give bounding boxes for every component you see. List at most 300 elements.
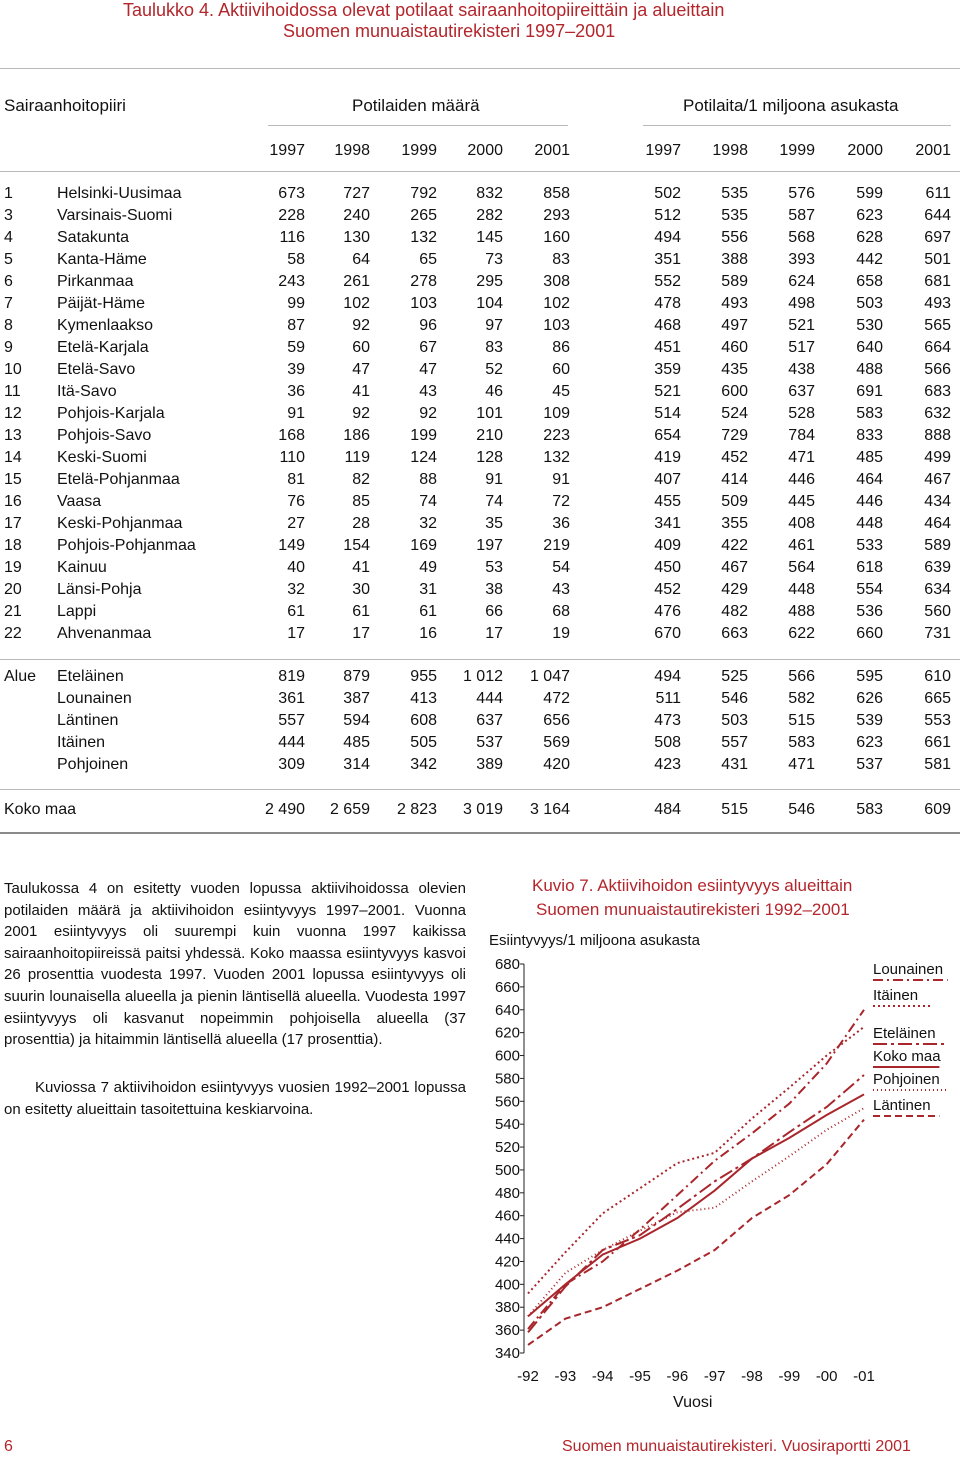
rate-cell: 461 [788,537,815,554]
rate-cell: 508 [654,734,681,751]
table-title: Taulukko 4. Aktiivihoidossa olevat potilaat sairaanhoitopiireittäin ja alueittain [123,0,725,20]
row-name: Länsi-Pohja [57,581,142,598]
rate-cell: 644 [924,207,951,224]
rate-cell: 628 [856,229,883,246]
y-tick-label: 640 [494,1001,520,1019]
series-line-lounainen [528,1010,864,1329]
row-number: 1 [4,185,13,202]
rate-cell: 448 [788,581,815,598]
rate-cell: 528 [788,405,815,422]
rate-cell: 583 [856,801,883,818]
rate-cell: 422 [721,537,748,554]
rate-cell: 731 [924,625,951,642]
row-name: Etelä-Savo [57,361,136,378]
count-cell: 58 [287,251,305,268]
rate-cell: 587 [788,207,815,224]
rate-cell: 501 [924,251,951,268]
count-cell: 2 823 [396,801,437,818]
count-cell: 88 [419,471,437,488]
count-cell: 132 [543,449,570,466]
rate-cell: 611 [925,185,951,202]
count-cell: 282 [476,207,503,224]
count-cell: 97 [485,317,503,334]
count-cell: 32 [419,515,437,532]
rate-cell: 589 [924,537,951,554]
rate-cell: 535 [721,207,748,224]
rate-cell: 355 [721,515,748,532]
rate-cell: 552 [654,273,681,290]
row-number: 6 [4,273,13,290]
count-cell: 91 [552,471,570,488]
count-cell: 219 [543,537,570,554]
y-tick-label: 400 [494,1276,520,1294]
row-name: Pirkanmaa [57,273,134,290]
count-cell: 30 [352,581,370,598]
count-cell: 83 [485,339,503,356]
rate-cell: 554 [856,581,883,598]
count-cell: 41 [352,559,370,576]
row-number: 7 [4,295,13,312]
row-name: Pohjoinen [57,756,129,773]
row-name: Ahvenanmaa [57,625,152,642]
count-cell: 160 [543,229,570,246]
rate-cell: 493 [721,295,748,312]
count-cell: 594 [343,712,370,729]
count-cell: 832 [476,185,503,202]
count-cell: 169 [410,537,437,554]
row-name: Itä-Savo [57,383,117,400]
count-cell: 199 [410,427,437,444]
rate-cell: 683 [924,383,951,400]
rate-cell: 467 [924,471,951,488]
count-cell: 420 [543,756,570,773]
rate-cell: 564 [788,559,815,576]
count-cell: 444 [476,690,503,707]
year-header-count: 2000 [467,142,503,159]
row-name: Etelä-Karjala [57,339,149,356]
rate-cell: 670 [654,625,681,642]
count-cell: 65 [419,251,437,268]
count-cell: 145 [476,229,503,246]
count-cell: 101 [476,405,503,422]
count-cell: 819 [278,668,305,685]
count-cell: 27 [287,515,305,532]
rate-cell: 589 [721,273,748,290]
count-cell: 278 [410,273,437,290]
rate-cell: 553 [924,712,951,729]
count-cell: 387 [343,690,370,707]
rate-cell: 446 [856,493,883,510]
count-cell: 210 [476,427,503,444]
rate-cell: 517 [788,339,815,356]
count-cell: 46 [485,383,503,400]
count-cell: 389 [476,756,503,773]
row-name: Itäinen [57,734,106,751]
count-cell: 858 [543,185,570,202]
rate-cell: 697 [924,229,951,246]
count-cell: 637 [476,712,503,729]
count-cell: 109 [543,405,570,422]
rate-cell: 502 [654,185,681,202]
count-cell: 54 [552,559,570,576]
rate-cell: 525 [721,668,748,685]
rate-cell: 452 [654,581,681,598]
rate-cell: 640 [856,339,883,356]
rate-cell: 681 [924,273,951,290]
x-tick-label: -92 [517,1368,539,1385]
count-cell: 82 [352,471,370,488]
row-number: 20 [4,581,22,598]
y-tick-label: 540 [494,1116,520,1134]
table-subtitle: Suomen munuaistautirekisteri 1997–2001 [283,21,616,41]
rate-cell: 658 [856,273,883,290]
count-cell: 727 [343,185,370,202]
row-number: 4 [4,229,13,246]
y-tick-label: 560 [494,1093,520,1111]
col-header-rate: Potilaita/1 miljoona asukasta [683,96,899,115]
count-cell: 53 [485,559,503,576]
rate-cell: 663 [721,625,748,642]
row-name: Kymenlaakso [57,317,154,334]
rate-cell: 509 [721,493,748,510]
count-cell: 81 [287,471,305,488]
count-cell: 60 [552,361,570,378]
y-tick-label: 580 [494,1070,520,1088]
count-cell: 47 [419,361,437,378]
row-name: Keski-Suomi [57,449,147,466]
rate-cell: 431 [721,756,748,773]
count-cell: 60 [352,339,370,356]
count-cell: 92 [352,405,370,422]
count-cell: 243 [278,273,305,290]
row-name: Kainuu [57,559,107,576]
count-cell: 41 [352,383,370,400]
rate-cell: 464 [924,515,951,532]
rate-cell: 530 [856,317,883,334]
rate-cell: 434 [924,493,951,510]
row-name: Lounainen [57,690,132,707]
rate-cell: 407 [654,471,681,488]
body-paragraph-2: Kuviossa 7 aktiivihoidon esiintyvyys vuosien 1992–2001 lopussa on esitetty alueittain tasoitettuina keskiarvoina. [4,1079,466,1118]
count-cell: 444 [278,734,305,751]
rate-cell: 442 [856,251,883,268]
rate-cell: 691 [856,383,883,400]
rate-cell: 503 [721,712,748,729]
rate-cell: 546 [721,690,748,707]
count-cell: 295 [476,273,503,290]
row-name: Helsinki-Uusimaa [57,185,182,202]
series-line-koko-maa [528,1094,864,1316]
rate-cell: 566 [924,361,951,378]
row-number: 16 [4,493,22,510]
row-number: 21 [4,603,22,620]
rate-cell: 438 [788,361,815,378]
rate-cell: 539 [856,712,883,729]
count-cell: 91 [485,471,503,488]
count-cell: 955 [410,668,437,685]
x-tick-label: -93 [554,1368,577,1385]
rate-cell: 729 [721,427,748,444]
count-cell: 40 [287,559,305,576]
count-cell: 47 [352,361,370,378]
y-tick-label: 520 [494,1139,520,1157]
row-name: Pohjois-Karjala [57,405,165,422]
count-cell: 879 [343,668,370,685]
count-cell: 43 [552,581,570,598]
count-cell: 36 [552,515,570,532]
x-tick-label: -01 [853,1368,875,1385]
year-header-count: 1999 [401,142,437,159]
rate-cell: 341 [654,515,681,532]
count-cell: 656 [543,712,570,729]
count-cell: 309 [278,756,305,773]
rate-cell: 546 [788,801,815,818]
rate-cell: 521 [654,383,681,400]
rate-cell: 618 [856,559,883,576]
row-number: 17 [4,515,22,532]
y-tick-label: 460 [494,1207,520,1225]
row-name: Varsinais-Suomi [57,207,173,224]
rate-cell: 460 [721,339,748,356]
series-line-läntinen [528,1120,864,1345]
chart-subtitle: Suomen munuaistautirekisteri 1992–2001 [536,900,850,919]
row-number: 22 [4,625,22,642]
x-tick-label: -98 [741,1368,763,1385]
series-line-pohjoinen [528,1108,864,1316]
rate-cell: 452 [721,449,748,466]
legend-item: Eteläinen [873,1025,936,1042]
count-cell: 119 [344,449,370,466]
rate-cell: 511 [655,690,681,707]
y-tick-label: 620 [494,1024,520,1042]
rate-cell: 595 [856,668,883,685]
count-cell: 128 [476,449,503,466]
legend-item: Itäinen [873,987,919,1004]
year-header-count: 1997 [269,142,305,159]
count-cell: 45 [552,383,570,400]
year-header-rate: 2001 [915,142,951,159]
count-cell: 130 [343,229,370,246]
rate-cell: 494 [654,229,681,246]
chart-ylabel: Esiintyvyys/1 miljoona asukasta [489,932,700,949]
year-header-rate: 1999 [779,142,815,159]
rate-cell: 359 [654,361,681,378]
count-cell: 102 [543,295,570,312]
count-cell: 1 047 [529,668,570,685]
x-tick-label: -95 [629,1368,651,1385]
y-tick-label: 600 [494,1047,520,1065]
rate-cell: 660 [856,625,883,642]
y-tick-label: 340 [494,1345,520,1362]
rate-cell: 464 [856,471,883,488]
rate-cell: 610 [924,668,951,685]
count-cell: 91 [287,405,305,422]
rate-cell: 533 [856,537,883,554]
rate-cell: 568 [788,229,815,246]
chart-title: Kuvio 7. Aktiivihoidon esiintyvyys alueittain [532,876,853,895]
rate-cell: 499 [924,449,951,466]
count-cell: 31 [419,581,437,598]
rate-cell: 565 [924,317,951,334]
rate-cell: 514 [654,405,681,422]
row-name: Pohjois-Savo [57,427,152,444]
rate-cell: 497 [721,317,748,334]
y-tick-label: 500 [494,1161,520,1179]
col-header-district: Sairaanhoitopiiri [4,96,126,115]
count-cell: 17 [287,625,305,642]
count-cell: 3 164 [529,801,570,818]
y-tick-label: 380 [494,1299,520,1317]
rate-cell: 535 [721,185,748,202]
count-cell: 74 [485,493,503,510]
count-cell: 99 [287,295,305,312]
count-cell: 342 [410,756,437,773]
y-tick-label: 660 [494,978,520,996]
row-name: Pohjois-Pohjanmaa [57,537,196,554]
rate-cell: 833 [856,427,883,444]
rate-cell: 560 [924,603,951,620]
rate-cell: 351 [654,251,681,268]
count-cell: 110 [279,449,305,466]
count-cell: 223 [543,427,570,444]
count-cell: 68 [552,603,570,620]
rate-cell: 556 [721,229,748,246]
x-tick-label: -00 [815,1368,838,1385]
rate-cell: 581 [924,756,951,773]
rate-cell: 557 [721,734,748,751]
row-name: Etelä-Pohjanmaa [57,471,180,488]
rate-cell: 576 [788,185,815,202]
rate-cell: 429 [721,581,748,598]
row-name: Lappi [57,603,97,620]
rate-cell: 622 [788,625,815,642]
count-cell: 35 [485,515,503,532]
rate-cell: 637 [788,383,815,400]
count-cell: 36 [287,383,305,400]
row-number: 8 [4,317,13,334]
year-header-count: 2001 [534,142,570,159]
rate-cell: 450 [654,559,681,576]
rate-cell: 600 [721,383,748,400]
count-cell: 308 [543,273,570,290]
row-number: 12 [4,405,22,422]
year-header-rate: 1997 [645,142,681,159]
x-tick-label: -96 [666,1368,689,1385]
rate-cell: 488 [788,603,815,620]
legend-item: Pohjoinen [873,1071,940,1088]
count-cell: 168 [278,427,305,444]
count-cell: 1 012 [462,668,503,685]
count-cell: 39 [287,361,305,378]
rate-cell: 409 [654,537,681,554]
count-cell: 557 [278,712,305,729]
row-number: 3 [4,207,13,224]
count-cell: 261 [343,273,370,290]
rate-cell: 583 [788,734,815,751]
rate-cell: 473 [654,712,681,729]
count-cell: 92 [352,317,370,334]
count-cell: 52 [485,361,503,378]
count-cell: 67 [419,339,437,356]
count-cell: 85 [352,493,370,510]
rate-cell: 665 [924,690,951,707]
count-cell: 314 [343,756,370,773]
row-name: Läntinen [57,712,119,729]
row-name: Eteläinen [57,668,124,685]
count-cell: 17 [352,625,370,642]
rate-cell: 471 [788,449,815,466]
page-number: 6 [4,1438,13,1455]
x-tick-label: -99 [778,1368,801,1385]
row-name: Päijät-Häme [57,295,146,312]
rate-cell: 448 [856,515,883,532]
rate-cell: 498 [788,295,815,312]
count-cell: 61 [419,603,437,620]
count-cell: 16 [419,625,437,642]
count-cell: 92 [419,405,437,422]
count-cell: 186 [343,427,370,444]
rate-cell: 423 [654,756,681,773]
row-name: Satakunta [57,229,130,246]
rate-cell: 583 [856,405,883,422]
rate-cell: 566 [788,668,815,685]
count-cell: 38 [485,581,503,598]
rate-cell: 445 [788,493,815,510]
count-cell: 59 [287,339,305,356]
rate-cell: 446 [788,471,815,488]
y-tick-label: 360 [494,1322,520,1340]
count-cell: 32 [287,581,305,598]
rate-cell: 515 [721,801,748,818]
rate-cell: 468 [654,317,681,334]
count-cell: 472 [543,690,570,707]
count-cell: 104 [476,295,503,312]
count-cell: 265 [410,207,437,224]
count-cell: 3 019 [462,801,503,818]
chart-xlabel: Vuosi [673,1394,713,1411]
rate-cell: 478 [654,295,681,312]
count-cell: 505 [410,734,437,751]
count-cell: 76 [287,493,305,510]
rate-cell: 623 [856,734,883,751]
x-tick-label: -94 [591,1368,614,1385]
count-cell: 61 [287,603,305,620]
row-name: Kanta-Häme [57,251,147,268]
legend-item: Lounainen [873,961,944,978]
rate-cell: 451 [654,339,681,356]
count-cell: 361 [278,690,305,707]
row-number: 15 [4,471,22,488]
count-cell: 49 [419,559,437,576]
count-cell: 73 [485,251,503,268]
count-cell: 154 [343,537,370,554]
row-number: 13 [4,427,22,444]
count-cell: 83 [552,251,570,268]
legend-item: Koko maa [873,1048,941,1065]
count-cell: 66 [485,603,503,620]
count-cell: 103 [410,295,437,312]
body-paragraph-1: Taulukossa 4 on esitetty vuoden lopussa aktiivihoidossa olevien potilaiden määrä ja aktiivihoidon esiintyvyys 1997–2001. Vuonna 2001 esiintyvyys oli suurempi kuin vuonna 1997 kaikissa sairaanhoitopiireissä paitsi yhdessä. Koko maassa esiintyvyys kasvoi 26 prosenttia vuodesta 1997. Vuoden 2001 lopussa esiintyvyys oli suurin lounaisella alueella ja pienin läntisellä alueella. Vuodesta 1997 esiintyvyys oli kasvanut nopeimmin pohjoisella alueella (37 prosenttia) ja hitaimmin läntisellä alueella (17 prosenttia). [4,880,466,1049]
year-header-count: 1998 [334,142,370,159]
count-cell: 673 [278,185,305,202]
count-cell: 569 [543,734,570,751]
count-cell: 124 [410,449,437,466]
y-tick-label: 420 [494,1253,520,1271]
row-name: Vaasa [57,493,102,510]
count-cell: 19 [552,625,570,642]
rate-cell: 488 [856,361,883,378]
count-cell: 86 [552,339,570,356]
